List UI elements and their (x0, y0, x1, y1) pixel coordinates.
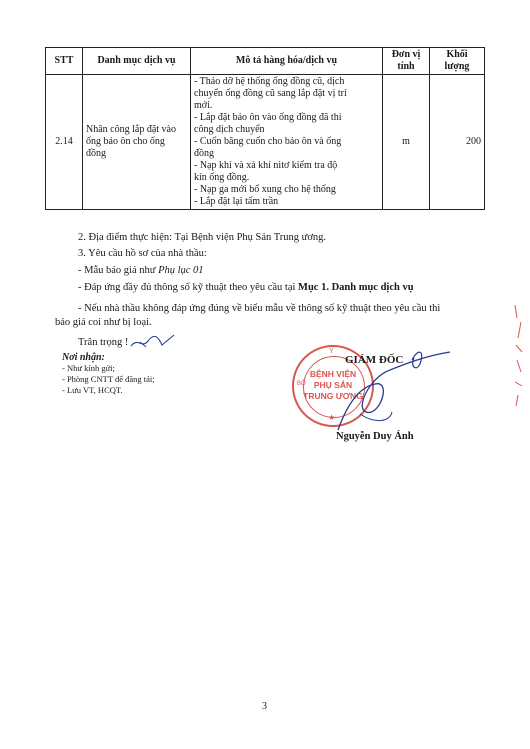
header-stt: STT (46, 48, 83, 75)
header-service-category: Danh mục dịch vụ (83, 48, 191, 75)
stamp-line-1: BỆNH VIỆN (309, 369, 357, 379)
description-line: mới. (194, 100, 213, 111)
director-signature-icon (330, 342, 455, 437)
description-line: - Lắp đặt bảo ôn vào ống đồng đã thi (194, 112, 342, 123)
page-number: 3 (262, 701, 267, 712)
recipient-item: - Phòng CNTT để đăng tải; (62, 374, 155, 384)
spec-prefix: - Đáp ứng đầy đủ thông số kỹ thuật theo yêu cầu tại (78, 282, 299, 293)
description-line: chuyển ống đồng cũ sang lắp đặt vị trí (194, 88, 347, 99)
quote-form-prefix: - Mẫu báo giá như (78, 265, 159, 276)
signer-name: Nguyễn Duy Ánh (336, 431, 414, 442)
stamp-side-mark: BỘ (297, 381, 306, 387)
spec-paragraph (78, 281, 414, 294)
recipient-item: - Lưu VT, HCQT. (62, 385, 123, 395)
recipients-title: Nơi nhận: (62, 352, 105, 363)
cell-service-category: Nhân công lắp đặt vào ống bảo ôn cho ống đồng (83, 75, 191, 210)
description-line: đồng (194, 148, 214, 159)
stamp-star-icon: ★ (328, 413, 336, 422)
description-line: - Cuốn băng cuốn cho bảo ôn và ống (194, 136, 342, 147)
recipient-item: - Như kính gửi; (62, 363, 115, 373)
cell-unit: m (383, 75, 430, 210)
table-header-row (46, 48, 485, 75)
invalid-quote-line-2: báo giá coi như bị loại. (55, 317, 152, 328)
requirements-heading: 3. Yêu cầu hồ sơ của nhà thầu: (78, 248, 207, 259)
location-paragraph: 2. Địa điểm thực hiện: Tại Bệnh viện Phụ Sản Trung ương. (78, 232, 327, 243)
regards-text: Trân trọng ! (78, 337, 129, 348)
description-line: - Nạp ga mới bổ xung cho hệ thống (194, 184, 336, 195)
spec-reference: Mục 1. Danh mục dịch vụ (298, 282, 414, 293)
recipients-block (62, 352, 155, 396)
description-line: - Lắp đặt lại tấm trần (194, 196, 279, 207)
signer-title: GIÁM ĐỐC (345, 354, 404, 366)
cell-stt: 2.14 (46, 75, 83, 210)
cell-description (191, 75, 383, 210)
header-quantity: Khối lượng (430, 48, 485, 75)
header-description: Mô tả hàng hóa/dịch vụ (191, 48, 383, 75)
invalid-quote-line-1: - Nếu nhà thầu không đáp ứng đúng về biểu mẫu về thông số kỹ thuật theo yêu cầu thì (78, 303, 441, 314)
stamp-line-3: TRUNG ƯƠNG (303, 391, 363, 401)
cell-quantity: 200 (430, 75, 485, 210)
stamp-top-mark: Y (329, 348, 334, 355)
quote-form-paragraph (78, 264, 204, 277)
initial-signature-icon (128, 333, 178, 351)
header-unit: Đơn vị tính (383, 48, 430, 75)
description-line: kín ống đồng. (194, 172, 250, 183)
table-row (46, 75, 485, 210)
description-line: - Tháo dỡ hệ thống ống đồng cũ, dịch (194, 76, 345, 87)
quote-form-reference: Phụ lục 01 (158, 265, 204, 276)
service-table (45, 47, 485, 210)
description-line: công dịch chuyển (194, 124, 265, 135)
stamp-line-2: PHỤ SẢN (313, 380, 353, 390)
margin-scribble-icon (512, 300, 526, 410)
description-line: - Nạp khí và xả khí nitơ kiểm tra độ (194, 160, 338, 171)
